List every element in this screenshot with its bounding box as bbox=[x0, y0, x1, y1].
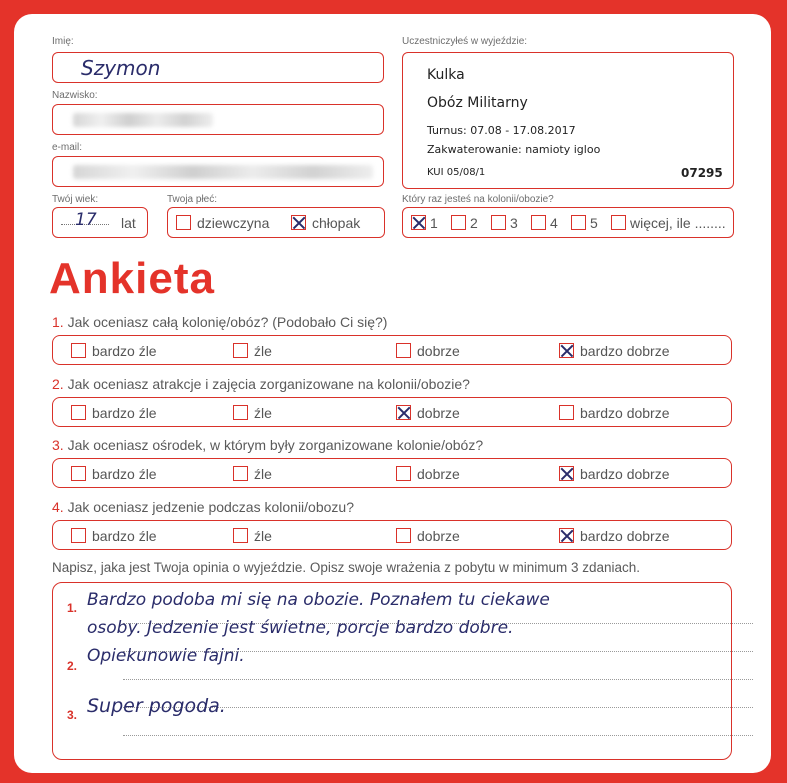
q2-checkbox-bardzo-zle[interactable] bbox=[71, 405, 86, 420]
q4-checkbox-zle[interactable] bbox=[233, 528, 248, 543]
wiek-value: 17 bbox=[75, 210, 97, 230]
answer-row-4 bbox=[52, 520, 732, 550]
plec-female-option[interactable]: dziewczyna bbox=[176, 214, 269, 232]
q4-checkbox-dobrze[interactable] bbox=[396, 528, 411, 543]
opinion-line bbox=[123, 679, 753, 680]
times-option-2[interactable]: 2 bbox=[451, 214, 478, 232]
trip-camp: Obóz Militarny bbox=[427, 95, 528, 111]
opinion-line bbox=[123, 735, 753, 736]
opinion-text-line: Bardzo podoba mi się na obozie. Poznałem tu ciekawe bbox=[87, 590, 550, 610]
trip-turnus: Turnus: 07.08 - 17.08.2017 bbox=[427, 124, 576, 137]
q2-checkbox-zle[interactable] bbox=[233, 405, 248, 420]
imie-field[interactable] bbox=[52, 52, 384, 83]
opinion-text-line: osoby. Jedzenie jest świetne, porcje bardzo dobre. bbox=[87, 618, 514, 638]
q4-opt-bardzo-zle[interactable]: bardzo źle bbox=[71, 527, 157, 545]
q3-checkbox-dobrze[interactable] bbox=[396, 466, 411, 481]
times-checkbox-1[interactable] bbox=[411, 215, 426, 230]
q1-checkbox-dobrze[interactable] bbox=[396, 343, 411, 358]
q4-checkbox-bardzo-dobrze[interactable] bbox=[559, 528, 574, 543]
email-label: e-mail: bbox=[52, 142, 83, 153]
times-option-3[interactable]: 3 bbox=[491, 214, 518, 232]
question-2: 2. Jak oceniasz atrakcje i zajęcia zorganizowane na kolonii/obozie? bbox=[52, 376, 470, 392]
q3-opt-bardzo-zle[interactable]: bardzo źle bbox=[71, 465, 157, 483]
q3-checkbox-bardzo-dobrze[interactable] bbox=[559, 466, 574, 481]
q2-opt-zle[interactable]: źle bbox=[233, 404, 272, 422]
q3-checkbox-bardzo-zle[interactable] bbox=[71, 466, 86, 481]
opinion-prompt: Napisz, jaka jest Twoja opinia o wyjeździe. Opisz swoje wrażenia z pobytu w minimum 3 zdaniach. bbox=[52, 560, 641, 575]
q3-opt-dobrze[interactable]: dobrze bbox=[396, 465, 460, 483]
opinion-text-line: Opiekunowie fajni. bbox=[87, 646, 245, 666]
opinion-text-line: Super pogoda. bbox=[87, 695, 226, 717]
q4-checkbox-bardzo-zle[interactable] bbox=[71, 528, 86, 543]
times-checkbox-more[interactable] bbox=[611, 215, 626, 230]
nazwisko-label: Nazwisko: bbox=[52, 90, 98, 101]
question-4: 4. Jak oceniasz jedzenie podczas kolonii/obozu? bbox=[52, 499, 354, 515]
q1-opt-dobrze[interactable]: dobrze bbox=[396, 342, 460, 360]
q4-opt-zle[interactable]: źle bbox=[233, 527, 272, 545]
q2-opt-bardzo-dobrze[interactable]: bardzo dobrze bbox=[559, 404, 670, 422]
plec-field bbox=[167, 207, 385, 238]
opinion-box[interactable] bbox=[52, 582, 732, 760]
q2-opt-dobrze[interactable]: dobrze bbox=[396, 404, 460, 422]
trip-label: Uczestniczyłeś w wyjeździe: bbox=[402, 36, 528, 47]
question-1: 1. Jak oceniasz całą kolonię/obóz? (Podobało Ci się?) bbox=[52, 314, 388, 330]
q1-opt-bardzo-zle[interactable]: bardzo źle bbox=[71, 342, 157, 360]
times-option-5[interactable]: 5 bbox=[571, 214, 598, 232]
plec-male-checkbox[interactable] bbox=[291, 215, 306, 230]
q3-opt-zle[interactable]: źle bbox=[233, 465, 272, 483]
times-label: Który raz jesteś na kolonii/obozie? bbox=[402, 194, 554, 205]
wiek-unit: lat bbox=[121, 215, 136, 231]
q1-checkbox-bardzo-dobrze[interactable] bbox=[559, 343, 574, 358]
q1-opt-bardzo-dobrze[interactable]: bardzo dobrze bbox=[559, 342, 670, 360]
survey-card bbox=[14, 14, 771, 773]
times-option-1[interactable]: 1 bbox=[411, 214, 438, 232]
redacted-surname bbox=[73, 113, 213, 127]
answer-row-1 bbox=[52, 335, 732, 365]
q2-checkbox-bardzo-dobrze[interactable] bbox=[559, 405, 574, 420]
opinion-num-1: 1. bbox=[67, 601, 78, 615]
times-option-4[interactable]: 4 bbox=[531, 214, 558, 232]
plec-female-checkbox[interactable] bbox=[176, 215, 191, 230]
times-option-more[interactable]: więcej, ile ........ bbox=[611, 214, 726, 232]
q2-opt-bardzo-zle[interactable]: bardzo źle bbox=[71, 404, 157, 422]
wiek-label: Twój wiek: bbox=[52, 194, 99, 205]
times-checkbox-4[interactable] bbox=[531, 215, 546, 230]
q1-checkbox-zle[interactable] bbox=[233, 343, 248, 358]
times-field bbox=[402, 207, 734, 238]
wiek-field[interactable] bbox=[52, 207, 148, 238]
email-field[interactable] bbox=[52, 156, 384, 187]
q1-opt-zle[interactable]: źle bbox=[233, 342, 272, 360]
times-checkbox-2[interactable] bbox=[451, 215, 466, 230]
nazwisko-field[interactable] bbox=[52, 104, 384, 135]
question-3: 3. Jak oceniasz ośrodek, w którym były zorganizowane kolonie/obóz? bbox=[52, 437, 484, 453]
survey-title: Ankieta bbox=[49, 254, 215, 303]
trip-zakwaterowanie: Zakwaterowanie: namioty igloo bbox=[427, 143, 601, 156]
q4-opt-dobrze[interactable]: dobrze bbox=[396, 527, 460, 545]
imie-value: Szymon bbox=[81, 56, 161, 80]
plec-male-option[interactable]: chłopak bbox=[291, 214, 360, 232]
opinion-num-2: 2. bbox=[67, 659, 78, 673]
q2-checkbox-dobrze[interactable] bbox=[396, 405, 411, 420]
answer-row-3 bbox=[52, 458, 732, 488]
q3-checkbox-zle[interactable] bbox=[233, 466, 248, 481]
trip-code: KUI 05/08/1 bbox=[427, 167, 486, 178]
trip-number: 07295 bbox=[681, 166, 723, 180]
trip-name: Kulka bbox=[427, 67, 465, 83]
q3-opt-bardzo-dobrze[interactable]: bardzo dobrze bbox=[559, 465, 670, 483]
answer-row-2 bbox=[52, 397, 732, 427]
q1-checkbox-bardzo-zle[interactable] bbox=[71, 343, 86, 358]
times-checkbox-3[interactable] bbox=[491, 215, 506, 230]
q4-opt-bardzo-dobrze[interactable]: bardzo dobrze bbox=[559, 527, 670, 545]
plec-label: Twoja płeć: bbox=[167, 194, 218, 205]
trip-info-box bbox=[402, 52, 734, 189]
times-checkbox-5[interactable] bbox=[571, 215, 586, 230]
opinion-num-3: 3. bbox=[67, 708, 78, 722]
imie-label: Imię: bbox=[52, 36, 74, 47]
redacted-email bbox=[73, 165, 373, 179]
